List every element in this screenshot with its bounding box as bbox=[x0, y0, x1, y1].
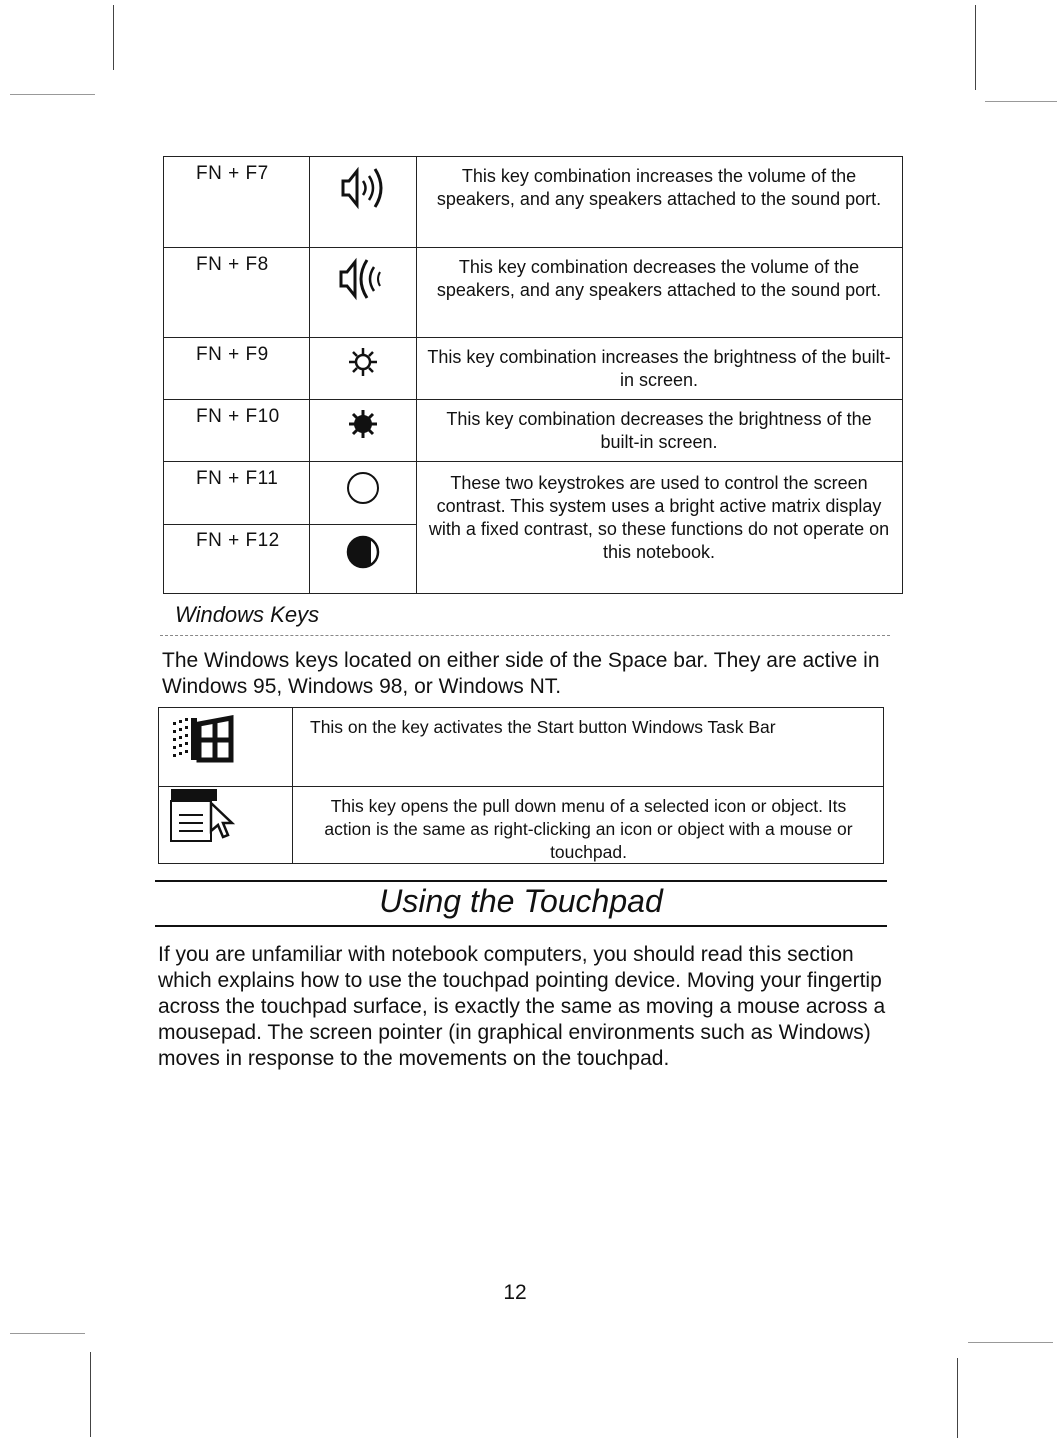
crop-mark bbox=[10, 94, 95, 95]
key-label: FN + F9 bbox=[196, 344, 269, 365]
paragraph: If you are unfamiliar with notebook computers, you should read this section which explains how to use the touchpad pointing device. Moving your fingertip across the touchpad surface, is exactly the same as moving a mouse across a mousepad. The screen pointer (in graphical environments such as Windows) moves in response to the movements on the touchpad. bbox=[158, 943, 886, 1070]
section-subheading: Windows Keys bbox=[175, 602, 320, 627]
table-row bbox=[164, 461, 902, 594]
table-row bbox=[164, 157, 902, 247]
paragraph: The Windows keys located on either side of the Space bar. They are active in Windows 95, Windows 98, or Windows NT. bbox=[162, 649, 880, 698]
key-label: FN + F10 bbox=[196, 406, 280, 427]
table-row bbox=[159, 708, 883, 786]
key-description: This key combination decreases the volume of the speakers, and any speakers attached to the sound port. bbox=[436, 257, 882, 300]
key-description: This key combination increases the volume of the speakers, and any speakers attached to the sound port. bbox=[436, 166, 882, 209]
key-description: This on the key activates the Start button Windows Task Bar bbox=[310, 717, 776, 737]
crop-mark bbox=[957, 1358, 958, 1438]
fn-key-table bbox=[163, 156, 903, 594]
table-row bbox=[159, 786, 883, 863]
key-description: This key combination increases the brightness of the built-in screen. bbox=[427, 347, 891, 390]
key-description: These two keystrokes are used to control the screen contrast. This system uses a bright active matrix display with a fixed contrast, so these functions do not operate on this notebook. bbox=[428, 473, 890, 562]
crop-mark bbox=[975, 5, 976, 90]
page-number: 12 bbox=[503, 1281, 527, 1304]
crop-mark bbox=[985, 101, 1057, 102]
brightness-down-icon bbox=[343, 406, 383, 442]
divider bbox=[160, 635, 890, 636]
key-label: FN + F7 bbox=[196, 163, 269, 184]
crop-mark bbox=[10, 1333, 85, 1334]
key-description: This key combination decreases the brightness of the built-in screen. bbox=[446, 409, 872, 452]
table-row bbox=[164, 337, 902, 400]
crop-mark bbox=[90, 1352, 91, 1437]
section-title: Using the Touchpad bbox=[379, 883, 663, 919]
divider bbox=[155, 880, 887, 882]
contrast-up-icon bbox=[341, 468, 385, 508]
divider bbox=[155, 925, 887, 927]
table-row bbox=[164, 399, 902, 462]
key-label: FN + F12 bbox=[196, 530, 280, 551]
windows-key-table bbox=[158, 707, 884, 864]
key-description: This key opens the pull down menu of a selected icon or object. Its action is the same as right-clicking an icon or object with a mouse or touchpad. bbox=[324, 796, 853, 862]
crop-mark bbox=[113, 5, 114, 70]
table-row bbox=[164, 247, 902, 338]
brightness-up-icon bbox=[343, 344, 383, 380]
key-label: FN + F8 bbox=[196, 254, 269, 275]
windows-logo-key-icon bbox=[169, 712, 249, 772]
key-label: FN + F11 bbox=[196, 468, 279, 489]
volume-up-icon bbox=[333, 163, 393, 213]
crop-mark bbox=[968, 1342, 1053, 1343]
contrast-down-icon bbox=[341, 530, 385, 574]
volume-down-icon bbox=[333, 254, 393, 304]
application-menu-key-icon bbox=[167, 787, 257, 847]
